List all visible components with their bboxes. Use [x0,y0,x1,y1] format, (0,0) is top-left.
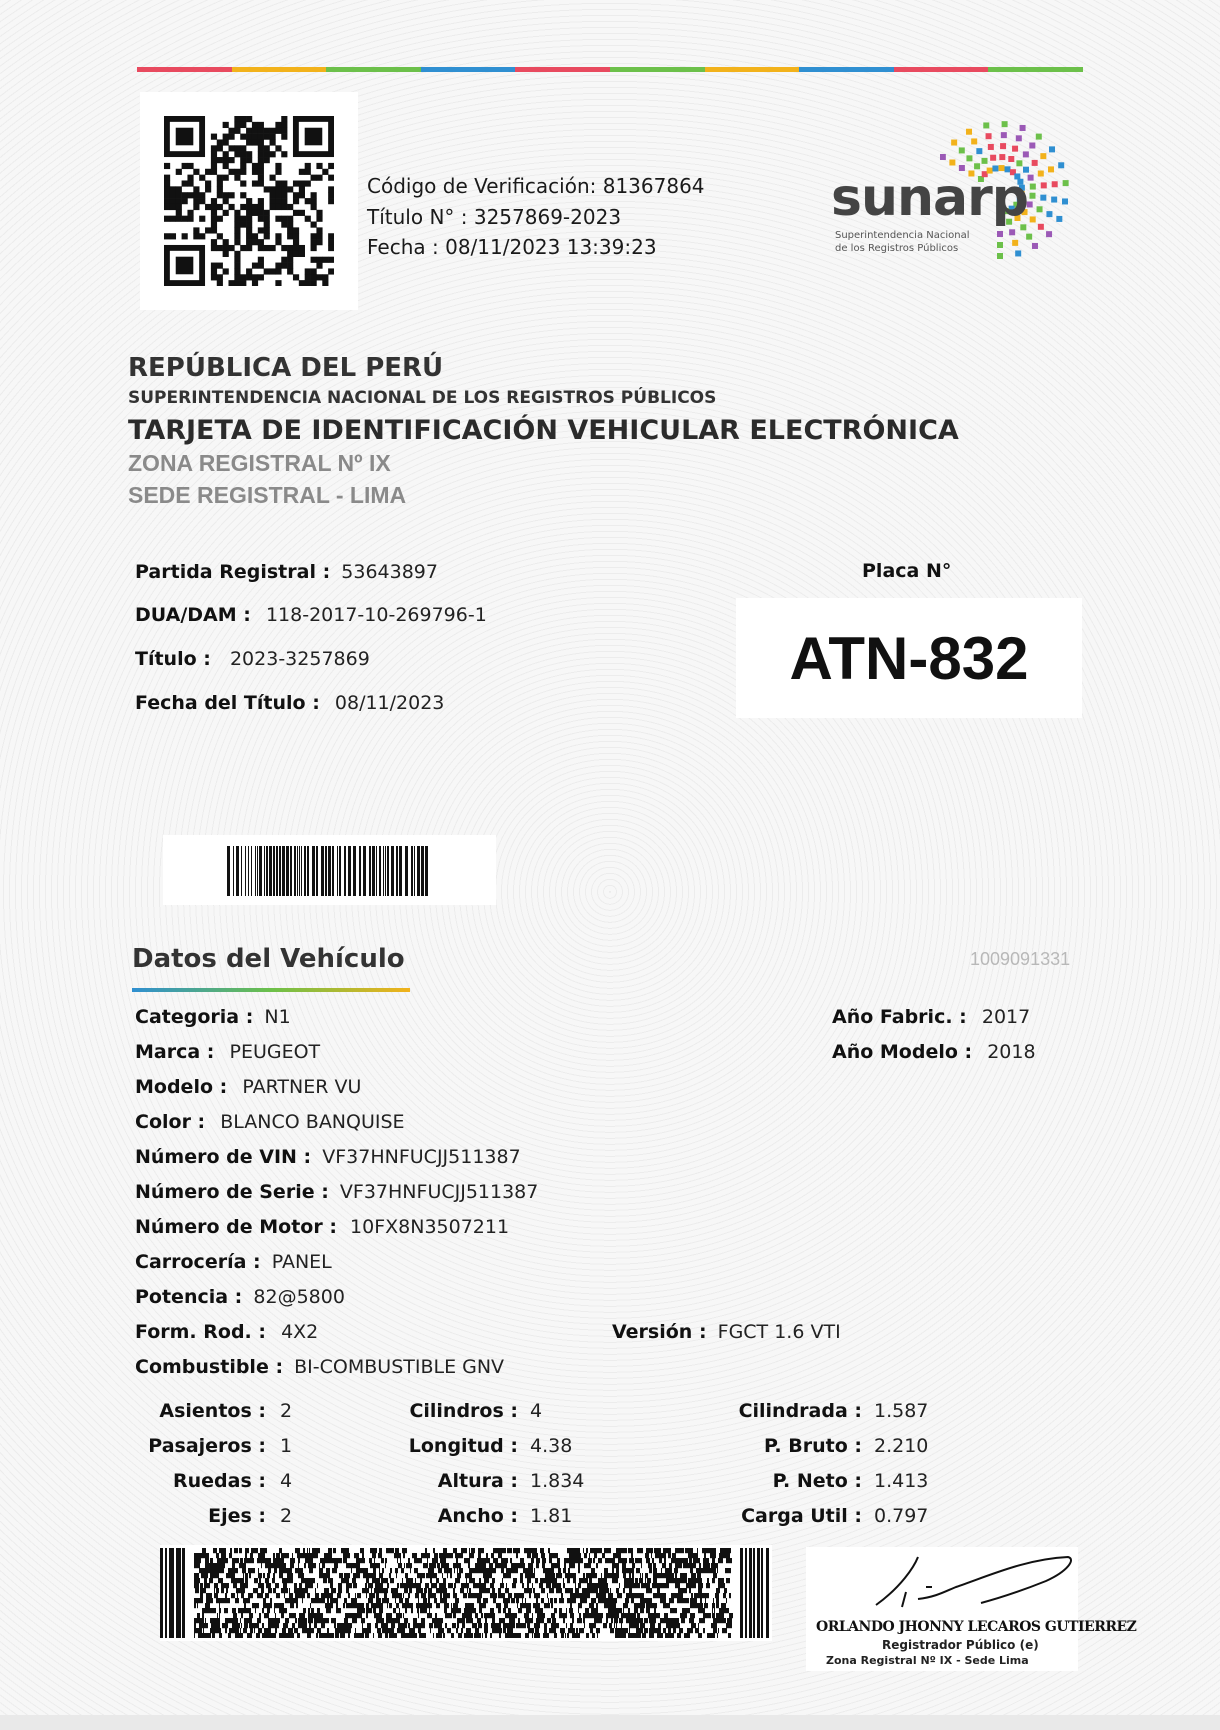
field-label: Año Fabric. : [832,1006,967,1028]
field-vin [135,1146,521,1168]
spec-cilindros-value: 4 [530,1400,543,1422]
field-carroceria [135,1251,332,1273]
barcode-pdf417 [160,1545,772,1641]
field-value: 118-2017-10-269796-1 [265,604,487,626]
field-value: VF37HNFUCJJ511387 [322,1146,521,1168]
stripe-segment [515,67,610,72]
spec-asientos-label: Asientos : [159,1400,266,1422]
field-value: PARTNER VU [242,1076,362,1098]
signature-icon [806,1547,1078,1627]
field-serie [135,1181,538,1203]
document-number: 1009091331 [970,949,1071,969]
spec-ancho-value: 1.81 [530,1505,573,1527]
stripe-segment [894,67,989,72]
spec-altura-label: Altura : [437,1470,518,1492]
field-value: BLANCO BANQUISE [220,1111,405,1133]
field-value: PEUGEOT [229,1041,321,1063]
stripe-segment [137,67,232,72]
stripe-segment [799,67,894,72]
spec-pasajeros-label: Pasajeros : [148,1435,266,1457]
field-anio-modelo [832,1041,1036,1063]
field-label: Número de Motor : [135,1216,337,1238]
field-label: Modelo : [135,1076,228,1098]
field-label: Marca : [135,1041,215,1063]
stripe-segment [705,67,800,72]
field-label: Título : [135,648,211,670]
logo-subtitle-1: Superintendencia Nacional [835,230,970,241]
field-partida [135,561,438,583]
field-label: Fecha del Título : [135,692,320,714]
verification-code: Código de Verificación: 81367864 [367,174,705,198]
plate-box [736,598,1082,718]
spec-ancho-label: Ancho : [437,1505,518,1527]
field-combustible [135,1356,504,1378]
field-value: 2023-3257869 [229,648,370,670]
field-fecha-titulo [135,692,444,714]
barcode-icon [160,1548,772,1638]
document-title: TARJETA DE IDENTIFICACIÓN VEHICULAR ELECTRÓNICA [128,415,959,446]
spec-asientos-value: 2 [280,1400,293,1422]
field-value: N1 [264,1006,291,1028]
spec-longitud-value: 4.38 [530,1435,573,1457]
barcode-small [163,835,496,905]
signer-zone: Zona Registral Nº IX - Sede Lima [826,1654,1029,1667]
field-label: Carrocería : [135,1251,261,1273]
barcode-icon [227,846,432,896]
section-title-vehicle-data: Datos del Vehículo [132,944,405,974]
stripe-segment [610,67,705,72]
verification-title-number: Título N° : 3257869-2023 [367,205,622,229]
field-label: Combustible : [135,1356,284,1378]
field-potencia [135,1286,345,1308]
field-color [135,1111,405,1133]
header-sede: SEDE REGISTRAL - LIMA [128,482,407,508]
spec-pneto-label: P. Neto : [772,1470,862,1492]
field-value: 2017 [981,1006,1031,1028]
field-label: Partida Registral : [135,561,331,583]
signer-role: Registrador Público (e) [882,1638,1039,1652]
stripe-segment [232,67,327,72]
field-value: BI-COMBUSTIBLE GNV [294,1356,505,1378]
qr-code-icon [164,116,334,286]
field-label: Número de Serie : [135,1181,329,1203]
field-dua [135,604,487,626]
spec-ejes-label: Ejes : [208,1505,266,1527]
plate-label: Placa N° [862,560,952,582]
page-bottom-edge [0,1715,1220,1730]
spec-ruedas-label: Ruedas : [173,1470,266,1492]
spec-cilindros-label: Cilindros : [409,1400,518,1422]
field-label: Número de VIN : [135,1146,312,1168]
spec-pbruto-value: 2.210 [874,1435,929,1457]
header-zona: ZONA REGISTRAL Nº IX [128,450,391,476]
field-value: VF37HNFUCJJ511387 [339,1181,539,1203]
field-value: 4X2 [281,1321,319,1343]
logo-wordmark: sunarp [831,168,1028,228]
field-categoria [135,1006,291,1028]
stripe-segment [326,67,421,72]
qr-code [140,92,358,310]
field-form-rod [135,1321,318,1343]
spec-longitud-label: Longitud : [408,1435,518,1457]
sunarp-logo [825,110,1105,270]
field-titulo [135,648,370,670]
field-motor [135,1216,509,1238]
section-underline [132,988,410,992]
spec-cargautil-value: 0.797 [874,1505,929,1527]
spec-cargautil-label: Carga Util : [741,1505,862,1527]
spec-altura-value: 1.834 [530,1470,585,1492]
header-superintendencia: SUPERINTENDENCIA NACIONAL DE LOS REGISTROS PÚBLICOS [128,388,717,408]
stripe-segment [421,67,516,72]
field-value: FGCT 1.6 VTI [717,1321,841,1343]
field-label: Form. Rod. : [135,1321,266,1343]
spec-cilindrada-value: 1.587 [874,1400,929,1422]
field-value: 10FX8N3507211 [350,1216,510,1238]
field-label: Año Modelo : [832,1041,973,1063]
field-label: Color : [135,1111,206,1133]
field-value: 53643897 [341,561,438,583]
top-color-stripe [137,67,1083,72]
spec-ruedas-value: 4 [280,1470,293,1492]
spec-pneto-value: 1.413 [874,1470,929,1492]
stripe-segment [988,67,1083,72]
field-label: Potencia : [135,1286,243,1308]
plate-number: ATN-832 [789,625,1029,692]
field-label: Versión : [612,1321,707,1343]
field-modelo [135,1076,361,1098]
field-value: 2018 [987,1041,1036,1063]
field-label: DUA/DAM : [135,604,251,626]
field-version [612,1321,841,1343]
field-value: 82@5800 [253,1286,345,1308]
field-value: PANEL [271,1251,332,1273]
header-republic: REPÚBLICA DEL PERÚ [128,353,444,383]
field-value: 08/11/2023 [334,692,445,714]
field-label: Categoria : [135,1006,254,1028]
spec-cilindrada-label: Cilindrada : [738,1400,862,1422]
signature-block [806,1547,1137,1671]
logo-subtitle-2: de los Registros Públicos [835,243,959,254]
field-marca [135,1041,320,1063]
signer-name: ORLANDO JHONNY LECAROS GUTIERREZ [816,1619,1137,1635]
spec-pasajeros-value: 1 [280,1435,293,1457]
spec-ejes-value: 2 [280,1505,293,1527]
field-anio-fabric [832,1006,1030,1028]
spec-pbruto-label: P. Bruto : [764,1435,862,1457]
verification-date: Fecha : 08/11/2023 13:39:23 [367,235,657,259]
